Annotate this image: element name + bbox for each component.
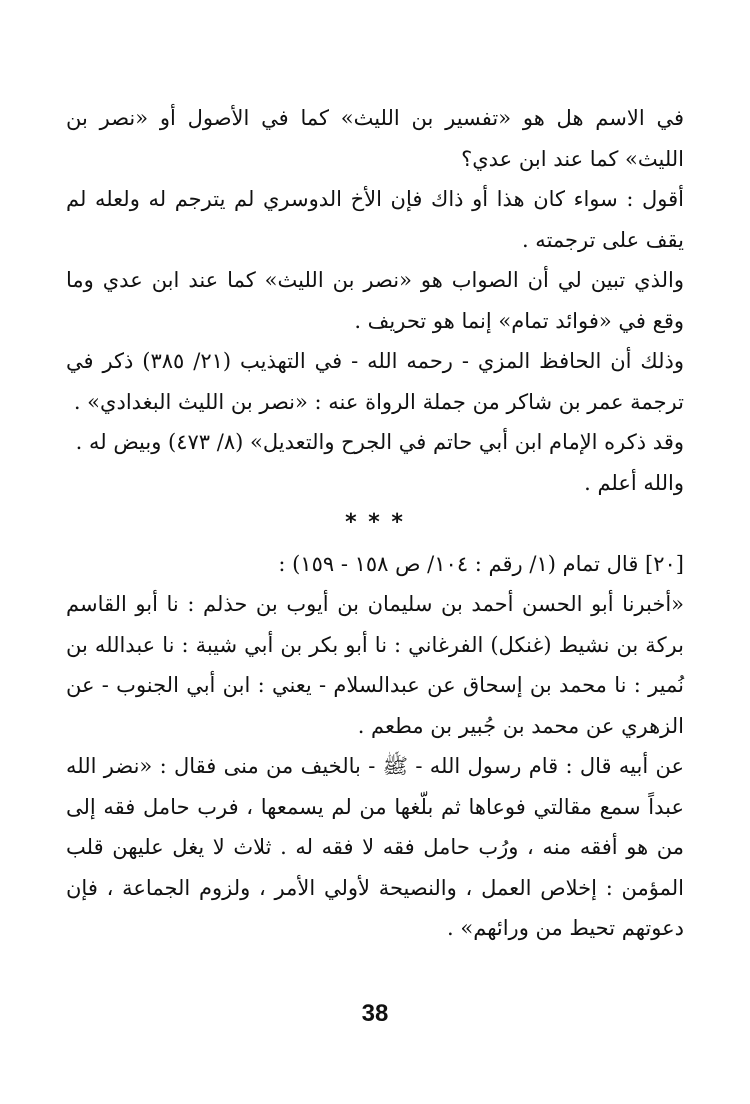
paragraph-mizzi-reference: وذلك أن الحافظ المزي - رحمه الله - في التهذيب (٢١/ ٣٨٥) ذكر في ترجمة عمر بن شاكر من جملة الرواة عنه : «نصر بن الليث البغدادي» . bbox=[66, 349, 684, 414]
hadith-heading: [٢٠] قال تمام (١/ رقم : ١٠٤/ ص ١٥٨ - ١٥٩) : bbox=[278, 551, 684, 576]
paragraph-correct-name: والذي تبين لي أن الصواب هو «نصر بن الليث» كما عند ابن عدي وما وقع في «فوائد تمام» إنما هو تحريف . bbox=[66, 268, 684, 333]
page-number: 38 bbox=[361, 1000, 389, 1027]
paragraph-name-question: في الاسم هل هو «تفسير بن الليث» كما في الأصول أو «نصر بن الليث» كما عند ابن عدي؟ bbox=[66, 106, 684, 171]
paragraph-ibn-abi-hatim-reference: وقد ذكره الإمام ابن أبي حاتم في الجرح والتعديل» (٨/ ٤٧٣) وبيض له . bbox=[75, 430, 684, 454]
hadith-chain: «أخبرنا أبو الحسن أحمد بن سليمان بن أيوب بن حذلم : نا أبو القاسم بركة بن نشيط (غنكل) الفرغاني : نا أبو بكر بن أبي شيبة : نا عبدالله بن نُمير : نا محمد بن إسحاق عن عبدالسلام - يعني : ابن أبي الجنوب - عن الزهري عن محمد بن جُبير بن مطعم . bbox=[66, 592, 684, 738]
section-separator: * * * bbox=[345, 510, 405, 535]
paragraph-closing: والله أعلم . bbox=[584, 470, 684, 495]
paragraph-response: أقول : سواء كان هذا أو ذاك فإن الأخ الدوسري لم يترجم له ولعله لم يقف على ترجمته . bbox=[66, 187, 684, 252]
hadith-text: عن أبيه قال : قام رسول الله - ﷺ - بالخيف من منى فقال : «نضر الله عبداً سمع مقالتي فوعاها ثم بلّغها من لم يسمعها ، فرب حامل فقه إلى من هو أفقه منه ، ورُب حامل فقه لا فقه له . ثلاث لا يغل عليهن قلب المؤمن : إخلاص العمل ، والنصيحة لأولي الأمر ، ولزوم الجماعة ، فإن دعوتهم تحيط من ورائهم» . bbox=[66, 754, 684, 940]
page-body bbox=[66, 98, 684, 949]
